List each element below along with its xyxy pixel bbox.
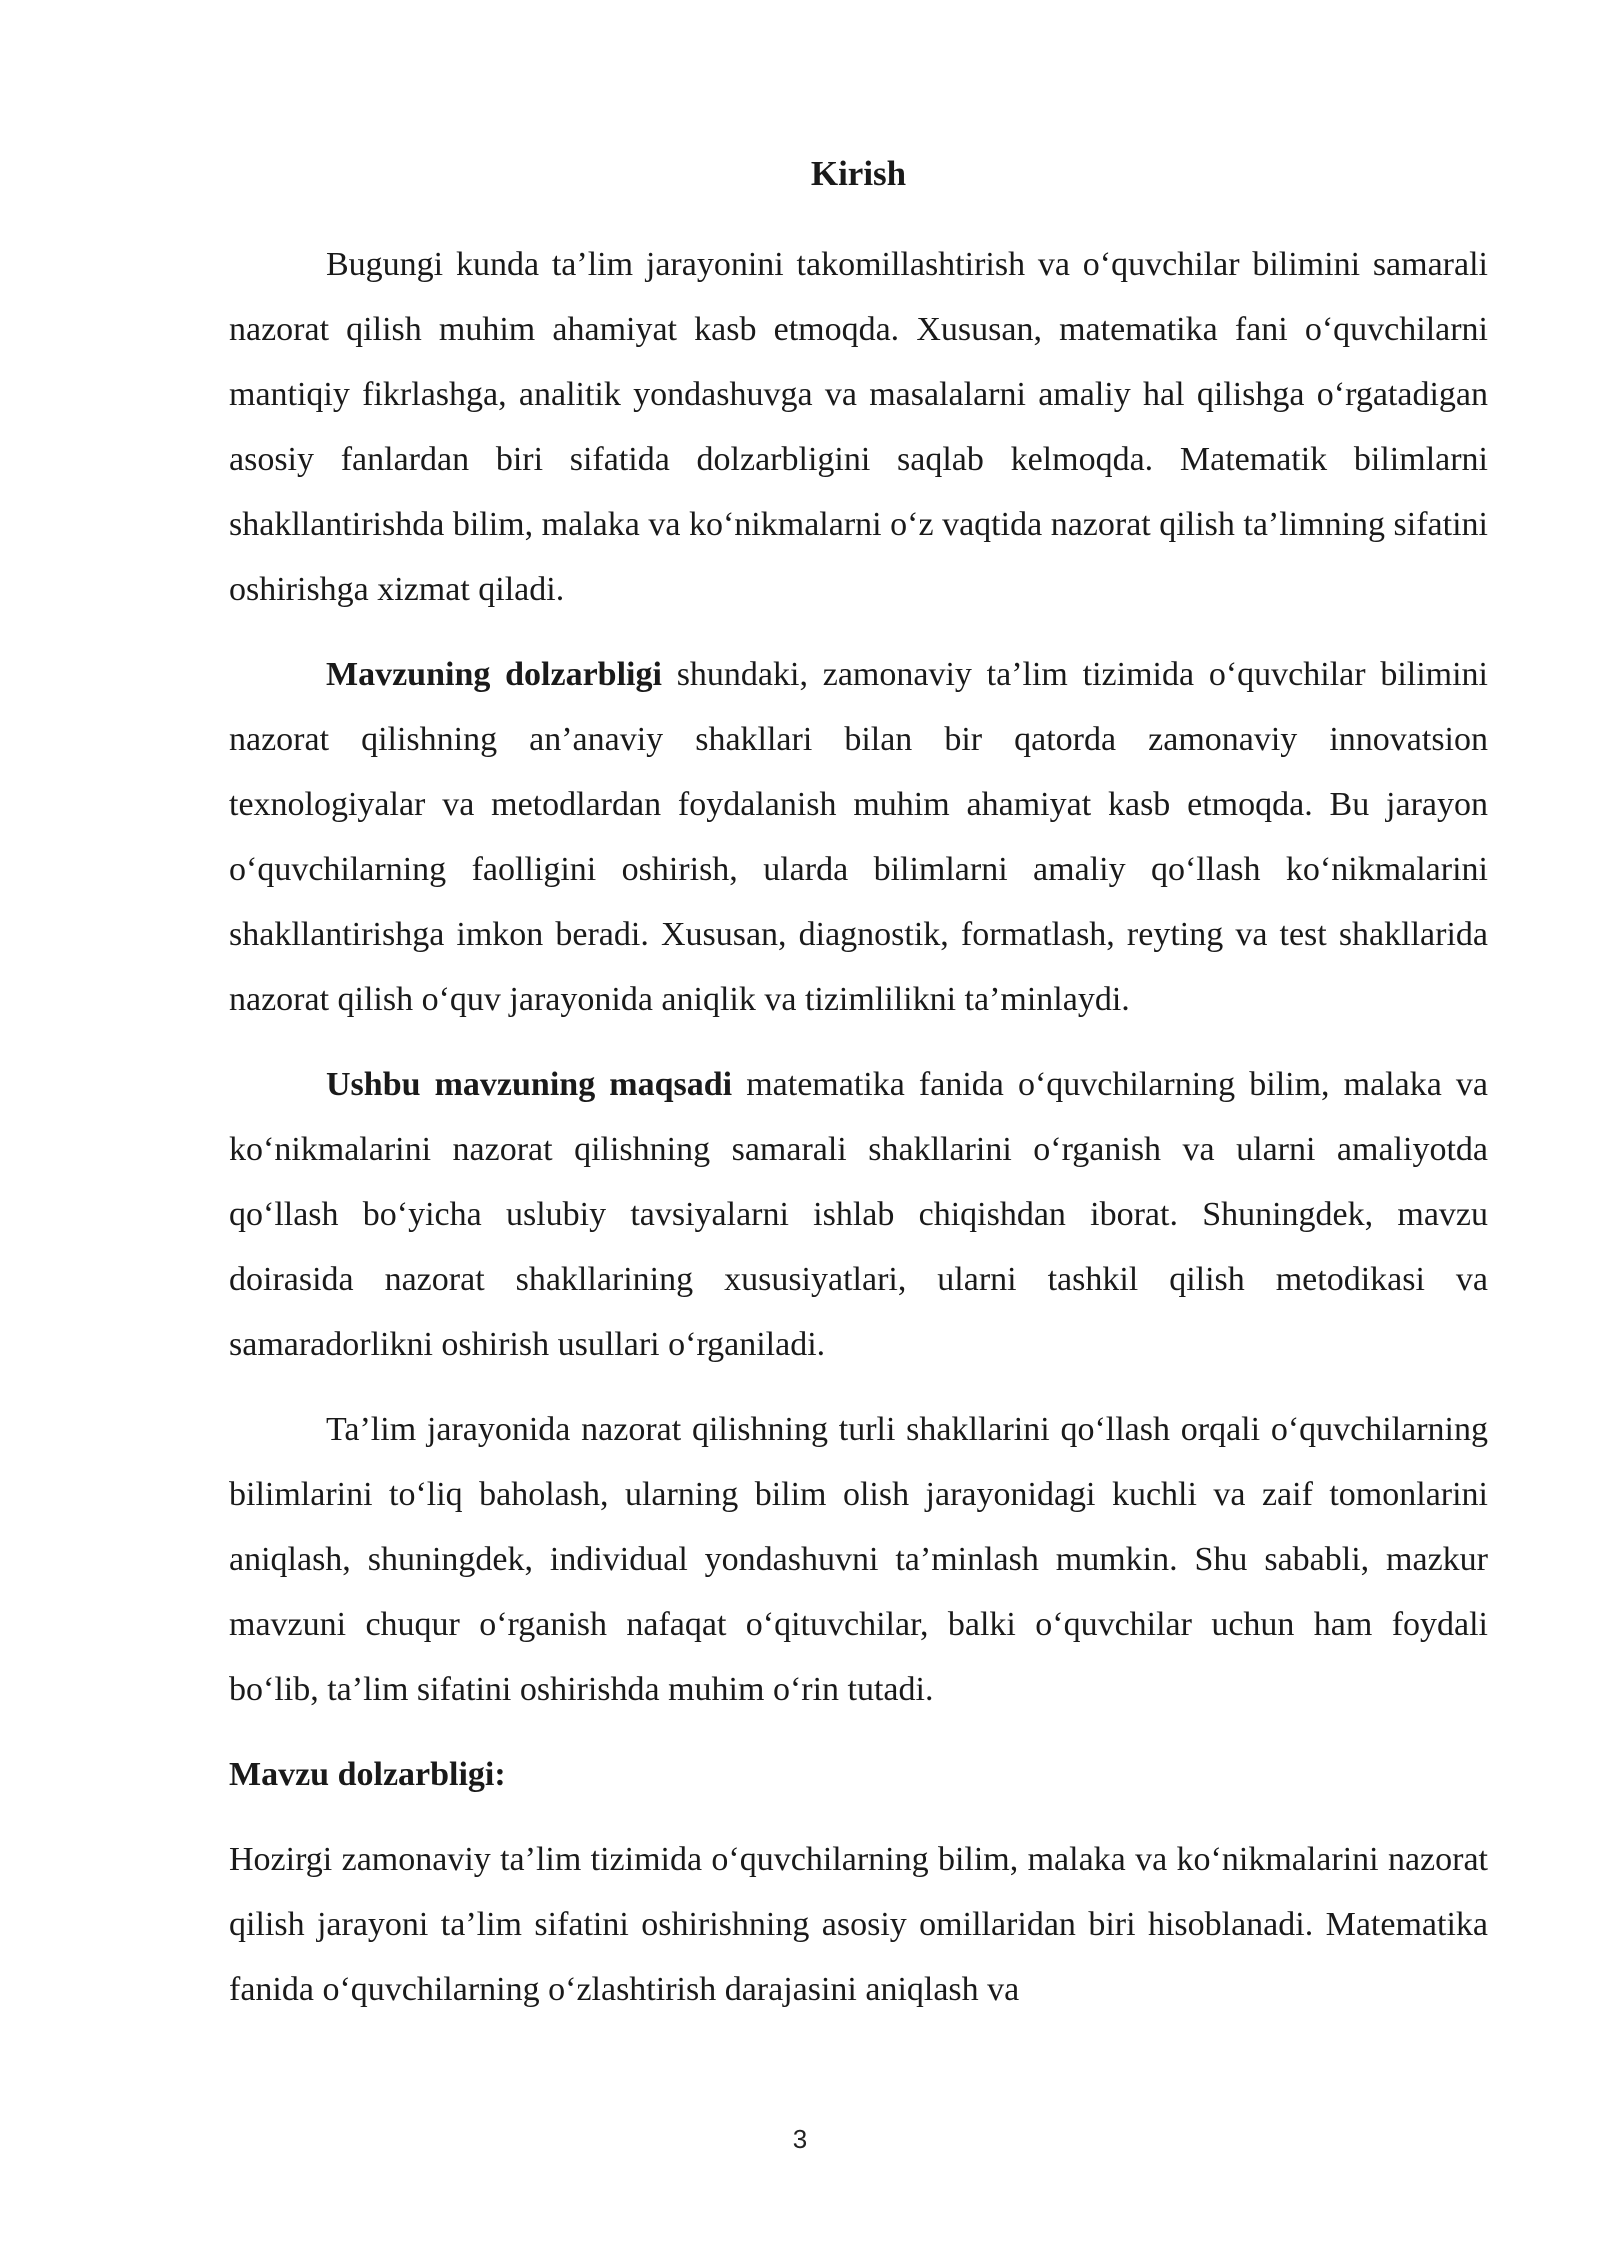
paragraph-goal-lead: Ushbu mavzuning maqsadi [326,1066,733,1103]
paragraph-relevance [229,642,1488,1032]
subheading-relevance: Mavzu dolzarbligi: [229,1756,506,1793]
paragraph-assessment: Ta’lim jarayonida nazorat qilishning turli shakllarini qo‘llash orqali o‘quvchilarning bilimlarini to‘liq baholash, ularning bilim olish jarayonidagi kuchli va zaif tomonlarini aniqlash, shuningdek, individual yondashuvni ta’minlash mumkin. Shu sababli, mazkur mavzuni chuqur o‘rganish nafaqat o‘qituvchilar, balki o‘quvchilar uchun ham foydali bo‘lib, ta’lim sifatini oshirishda muhim o‘rin tutadi. [229,1411,1488,1708]
paragraph-goal-text: matematika fanida o‘quvchilarning bilim, malaka va ko‘nikmalarini nazorat qilishning samarali shakllarini o‘rganish va ularni amaliyotda qo‘llash bo‘yicha uslubiy tavsiyalarni ishlab chiqishdan iborat. Shuningdek, mavzu doirasida nazorat shakllarining xususiyatlari, ularni tashkil qilish metodikasi va samaradorlikni oshirish usullari o‘rganiladi. [229,1066,1488,1363]
paragraph-current-system: Hozirgi zamonaviy ta’lim tizimida o‘quvchilarning bilim, malaka va ko‘nikmalarini nazorat qilish jarayoni ta’lim sifatini oshirishning asosiy omillaridan biri hisoblanadi. Matematika fanida o‘quvchilarning o‘zlashtirish darajasini aniqlash va [229,1841,1488,2008]
paragraph-goal [229,1052,1488,1377]
page-number: 3 [792,2124,808,2154]
section-title: Kirish [810,154,907,193]
document-body [229,146,1488,2022]
paragraph-relevance-lead: Mavzuning dolzarbligi [326,656,662,693]
paragraph-introduction: Bugungi kunda ta’lim jarayonini takomillashtirish va o‘quvchilar bilimini samarali nazorat qilish muhim ahamiyat kasb etmoqda. Xususan, matematika fani o‘quvchilarni mantiqiy fikrlashga, analitik yondashuvga va masalalarni amaliy hal qilishga o‘rgatadigan asosiy fanlardan biri sifatida dolzarbligini saqlab kelmoqda. Matematik bilimlarni shakllantirishda bilim, malaka va ko‘nikmalarni o‘z vaqtida nazorat qilish ta’limning sifatini oshirishga xizmat qiladi. [229,246,1488,608]
paragraph-relevance-text: shundaki, zamonaviy ta’lim tizimida o‘quvchilar bilimini nazorat qilishning an’anaviy shakllari bilan bir qatorda zamonaviy innovatsion texnologiyalar va metodlardan foydalanish muhim ahamiyat kasb etmoqda. Bu jarayon o‘quvchilarning faolligini oshirish, ularda bilimlarni amaliy qo‘llash ko‘nikmalarini shakllantirishga imkon beradi. Xususan, diagnostik, formatlash, reyting va test shakllarida nazorat qilish o‘quv jarayonida aniqlik va tizimlilikni ta’minlaydi. [229,656,1488,1018]
